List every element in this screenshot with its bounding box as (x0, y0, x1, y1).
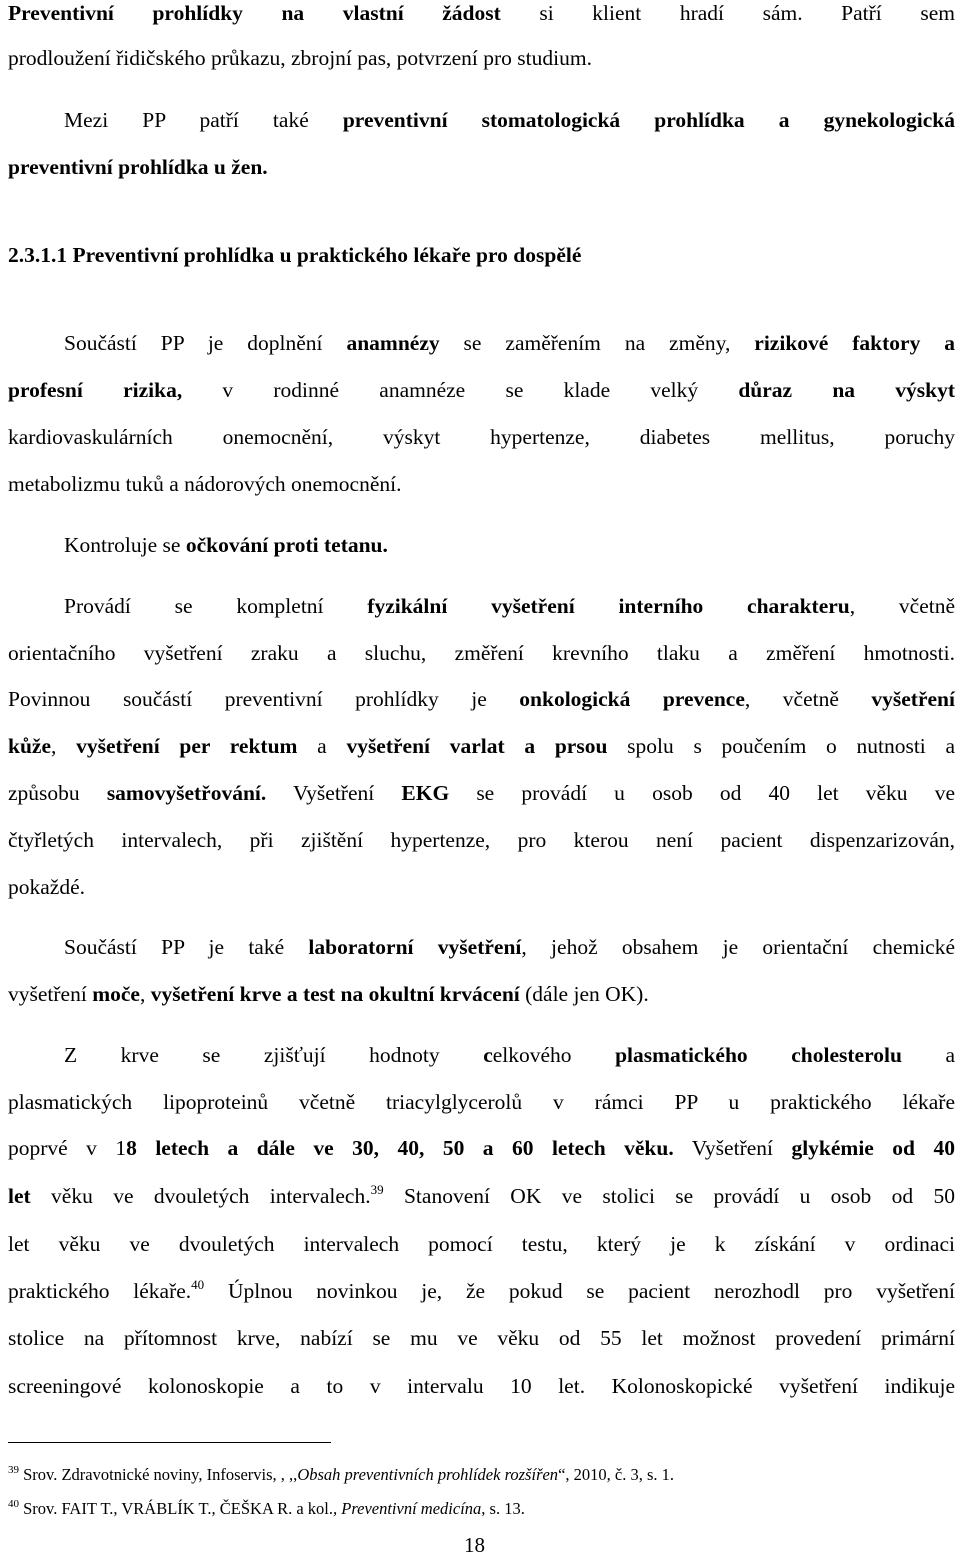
text-line: Povinnou součástí preventivní prohlídky je onkologická prevence, včetně vyšetření (8, 687, 955, 711)
text-line: poprvé v 18 letech a dále ve 30, 40, 50 a 60 letech věku. Vyšetření glykémie od 40 (8, 1136, 955, 1160)
text-line: Preventivní prohlídky na vlastní žádost si klient hradí sám. Patří sem (8, 1, 955, 25)
text-line: let věku ve dvouletých intervalech.$^{39}$ Stanovení OK ve stolici se provádí u osob od 50 (8, 1182, 955, 1208)
text-line: Z krve se zjišťují hodnoty celkového plasmatického cholesterolu a (64, 1043, 955, 1067)
text-line: čtyřletých intervalech, při zjištění hypertenze, pro kterou není pacient dispenzarizován, (8, 828, 955, 852)
text-line: Provádí se kompletní fyzikální vyšetření interního charakteru, včetně (64, 594, 955, 618)
text-line: metabolizmu tuků a nádorových onemocnění. (8, 472, 402, 496)
text-line: plasmatických lipoproteinů včetně triacylglycerolů v rámci PP u praktického lékaře (8, 1090, 955, 1114)
footnote-ref: 39 (370, 1182, 384, 1197)
text-line: stolice na přítomnost krve, nabízí se mu ve věku od 55 let možnost provedení primární (8, 1326, 955, 1350)
footnote-divider (8, 1442, 331, 1443)
text-line: preventivní prohlídka u žen. (8, 155, 268, 179)
footnote: $^{40}$ Srov. FAIT T., VRÁBLÍK T., ČEŠKA R. a kol., Preventivní medicína, s. 13. (8, 1498, 525, 1518)
text-line: praktického lékaře.$^{40}$ Úplnou novinkou je, že pokud se pacient nerozhodl pro vyšetření (8, 1277, 955, 1303)
text-line: orientačního vyšetření zraku a sluchu, změření krevního tlaku a změření hmotnosti. (8, 641, 955, 665)
text-line: pokaždé. (8, 875, 86, 899)
text-line: Mezi PP patří také preventivní stomatologická prohlídka a gynekologická (64, 108, 955, 132)
text-line: kůže, vyšetření per rektum a vyšetření varlat a prsou spolu s poučením o nutnosti a (8, 734, 956, 758)
text-line: Součástí PP je doplnění anamnézy se zaměřením na změny, rizikové faktory a (64, 331, 955, 355)
text-line: způsobu samovyšetřování. Vyšetření EKG se provádí u osob od 40 let věku ve (8, 781, 955, 805)
text-line: kardiovaskulárních onemocnění, výskyt hypertenze, diabetes mellitus, poruchy (8, 425, 955, 449)
text-line: Kontroluje se očkování proti tetanu. (64, 533, 388, 557)
text-line: profesní rizika, v rodinné anamnéze se klade velký důraz na výskyt (8, 378, 955, 402)
footnote: $^{39}$ Srov. Zdravotnické noviny, Infoservis, , ,,Obsah preventivních prohlídek rozšířen“, 2010, č. 3, s. 1. (8, 1464, 675, 1484)
text-line: Součástí PP je také laboratorní vyšetření, jehož obsahem je orientační chemické (64, 935, 955, 959)
text-line: let věku ve dvouletých intervalech pomocí testu, který je k získání v ordinaci (8, 1232, 955, 1256)
section-heading: 2.3.1.1 Preventivní prohlídka u praktického lékaře pro dospělé (8, 243, 582, 267)
footnote-ref: 40 (191, 1277, 205, 1292)
text-line: prodloužení řidičského průkazu, zbrojní pas, potvrzení pro studium. (8, 46, 592, 70)
text-line: vyšetření moče, vyšetření krve a test na okultní krvácení (dále jen OK). (8, 982, 649, 1006)
page-number: 18 (464, 1533, 485, 1557)
text-line: screeningové kolonoskopie a to v intervalu 10 let. Kolonoskopické vyšetření indikuje (8, 1374, 955, 1398)
